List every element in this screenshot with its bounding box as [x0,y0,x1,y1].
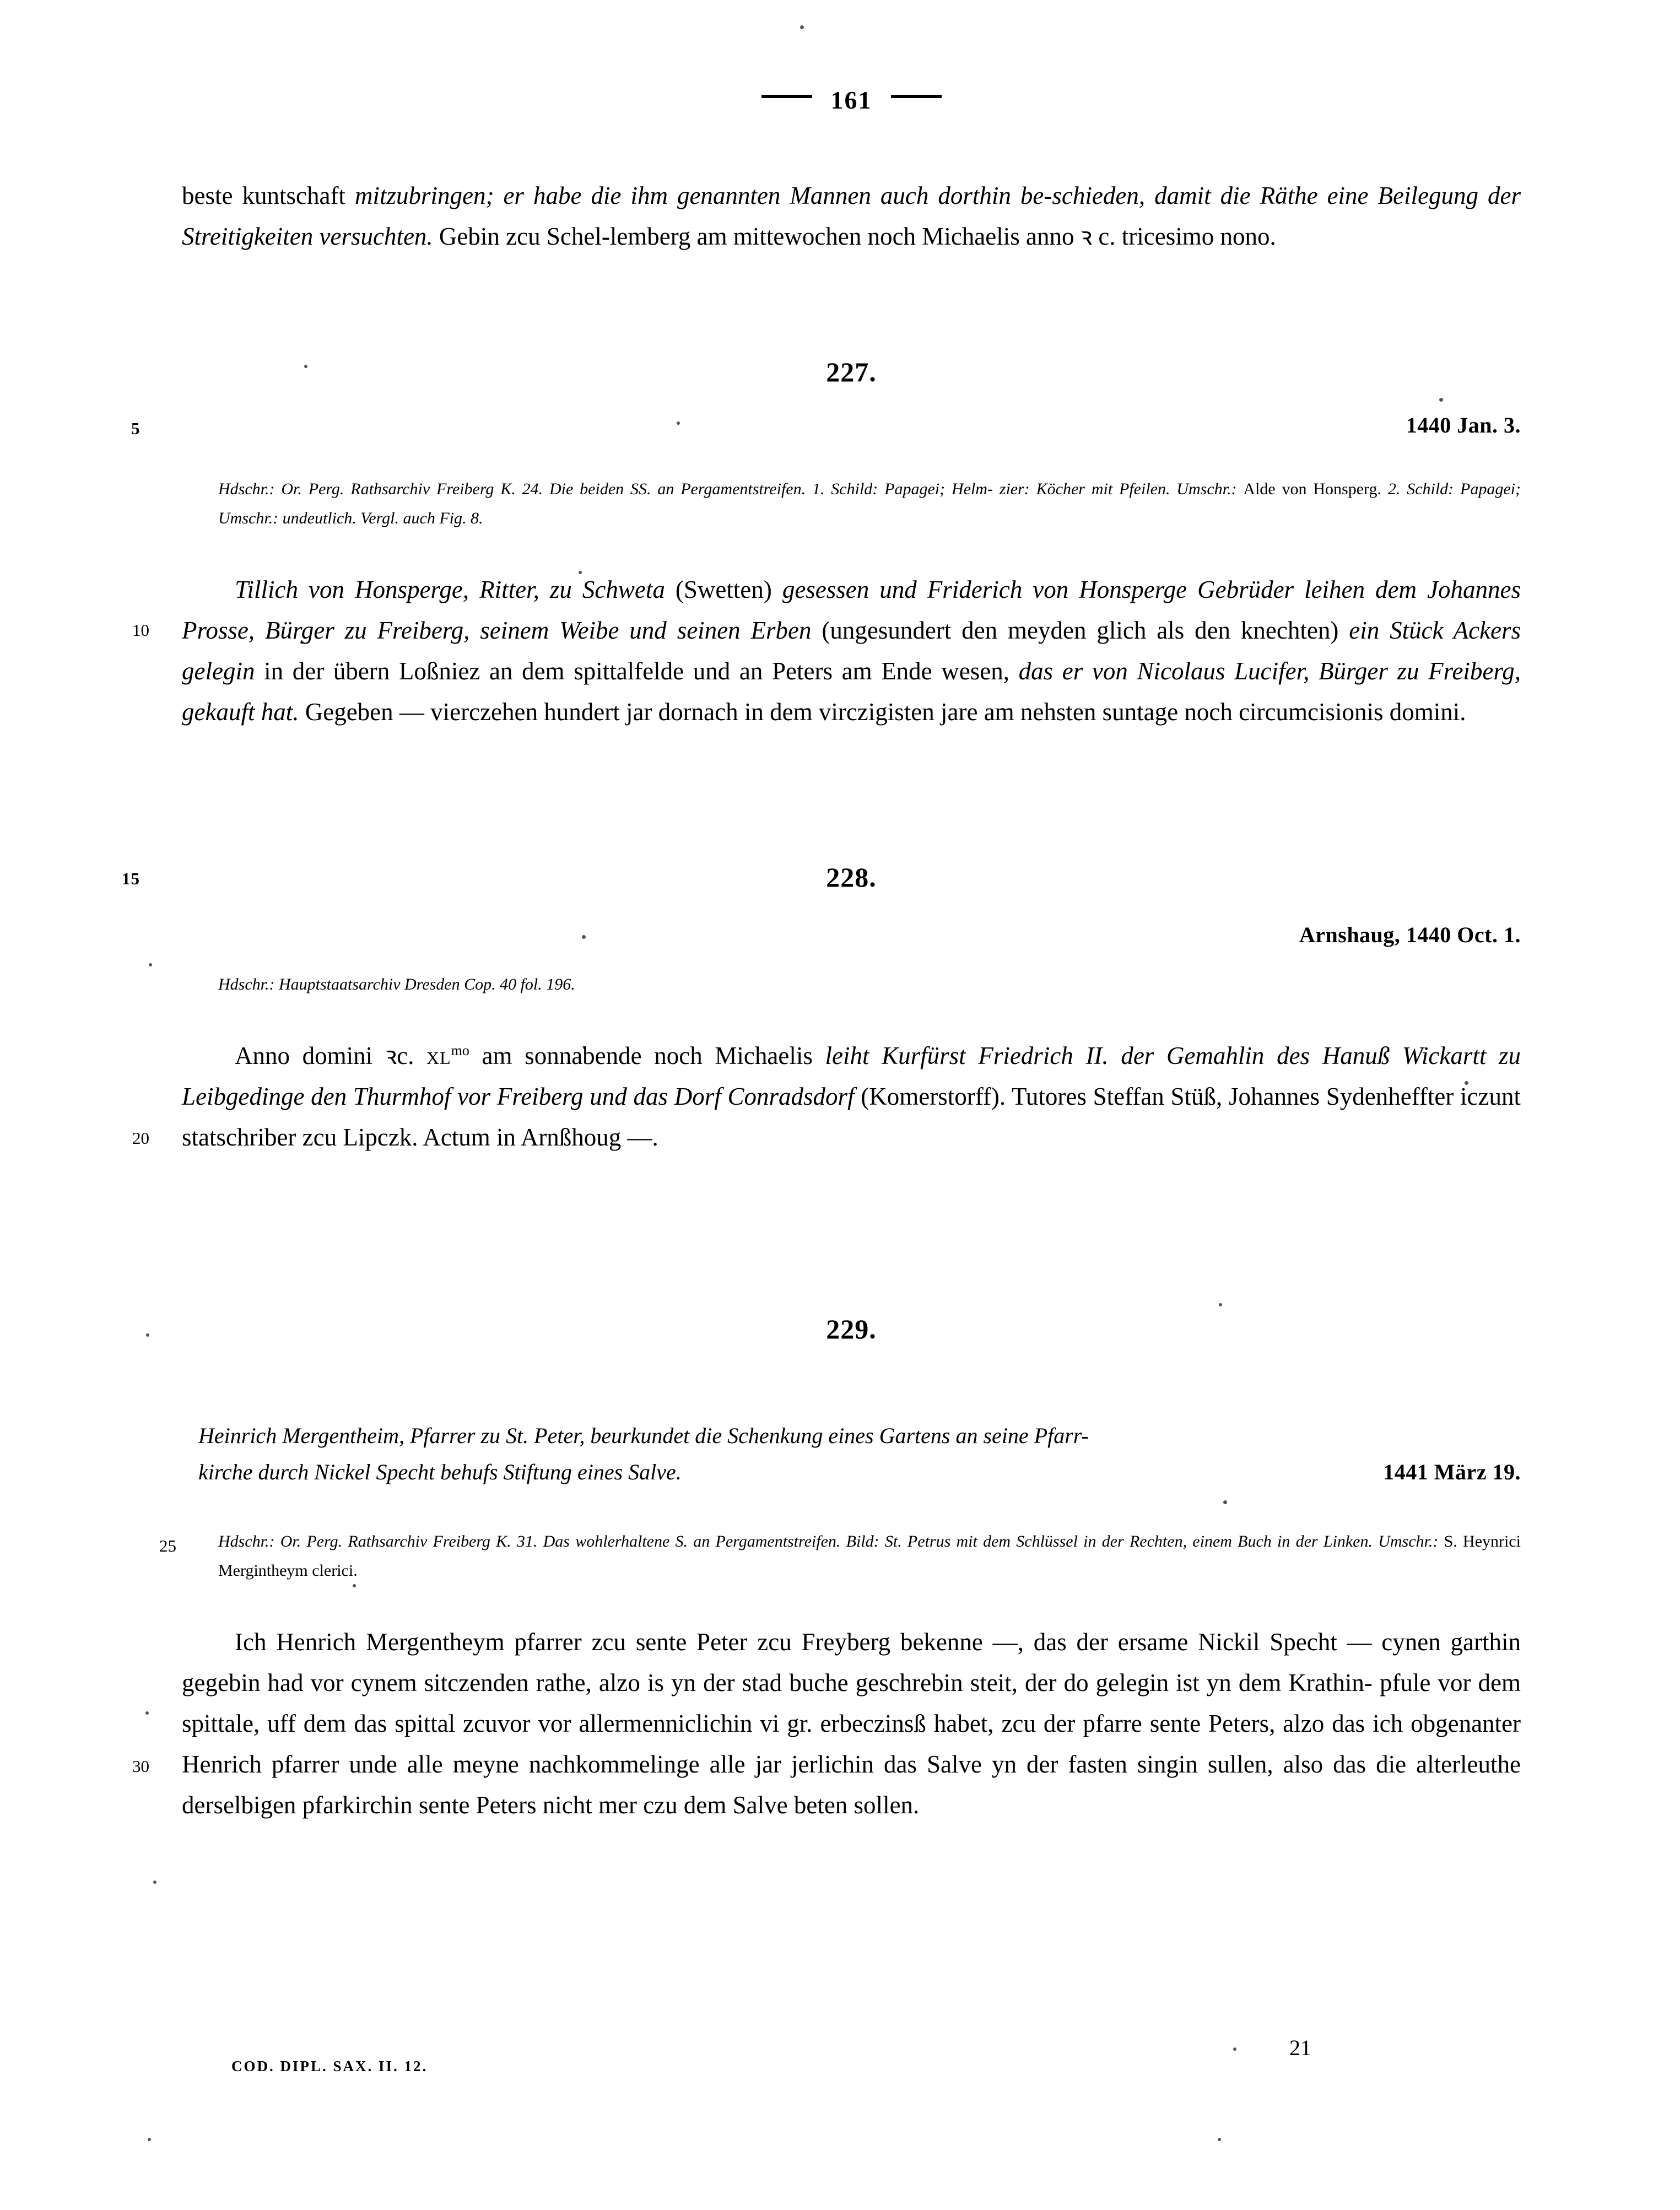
note-label-228: Hdschr.: [218,975,279,993]
note-229-part1: Or. Perg. Rathsarchiv Freiberg K. 31. Das wohlerhaltene S. an Pergamentstreifen. Bild: St. Petrus [280,1532,951,1550]
note-228-source: Hauptstaatsarchiv Dresden Cop. 40 fol. 196. [279,975,575,993]
charter-regest-229 [198,1418,1521,1490]
regest-229-line2: kirche durch Nickel Specht behufs Stiftung eines Salve. [198,1460,682,1484]
body-227-seg4: Honsperge Gebrüder leihen dem Johannes Prosse, Bürger zu Freiberg, seinem Weibe und [182,576,1521,644]
body-228-roman-numeral: xl [426,1042,451,1069]
body-229-line3: rathe, alzo is yn der stad buche geschrebin steit, der do gelegin ist yn dem Krathin- [536,1669,1373,1696]
line-number-20: 20 [132,1128,149,1148]
body-228-seg4: der Gemahlin des Hanuß Wickartt zu Leibgedinge den Thurmhof vor Freiberg und das [182,1042,1521,1110]
body-227-seg6: (ungesundert den meyden glich als den knechten) [822,617,1339,644]
charter-number-228-text: 228. [826,862,877,893]
body-227-seg1: Tillich von Honsperge, Ritter, zu Schweta [235,576,676,603]
line-number-15: 15 [122,869,140,888]
scan-speck [148,2138,151,2141]
scan-speck [146,1333,149,1337]
note-227-part3: auch Fig. 8. [403,509,483,527]
body-227-seg9: das er von [1018,657,1128,685]
note-227-part1: Or. Perg. Rathsarchiv Freiberg K. 24. Die beiden SS. an Pergamentstreifen. 1. Schild: Papagei; Helm- [281,480,993,498]
body-227-seg11: Gegeben — vierczehen hundert jar [299,698,652,726]
charter-body-228 [132,1035,1521,1158]
continued-line1-italic: mitzubringen; er habe die ihm genannten Mannen auch dorthin be- [354,182,1052,209]
footer-page-mark: 21 [1289,2035,1311,2060]
continued-line2-italic: schieden, damit die Räthe eine Beilegung der Streitigkeiten versuchten. [182,182,1521,250]
body-228-seg1: Anno domini ꝛc. [235,1042,427,1069]
note-227-part2a: zier: Köcher mit Pfeilen. Umschr.: [999,480,1244,498]
footer-signature: COD. DIPL. SAX. II. 12. [231,2058,428,2074]
continued-line2-roman: Gebin zcu Schel- [433,223,610,250]
note-227-umschr-a: Alde von Honsperg. [1243,480,1381,498]
body-227-seg8: in der übern Loßniez an dem spittalfelde und an Peters am Ende wesen, [264,657,1019,685]
charter-date-228: Arnshaug, 1440 Oct. 1. [1299,922,1521,947]
body-227-seg2: (Swetten) [675,576,772,603]
body-229-line6: meyne nachkommelinge alle jar jerlichin das Salve yn der fasten singin sullen, also das [452,1750,1366,1778]
continued-line1-roman: beste kuntschaft [182,182,355,209]
charter-number-229: 229. [826,1314,877,1344]
charter-number-227: 227. [826,356,877,387]
body-227-seg3: gesessen und Friderich von [771,576,1069,603]
line-number-25: 25 [159,1536,176,1555]
charter-body-229 [132,1622,1521,1825]
line-number-10: 10 [132,620,149,640]
note-229-part2: mit dem Schlüssel in der Rechten, einem Buch in der Linken. Umschr.: [956,1532,1444,1550]
charter-date-227-text: 1440 Jan. 3. [1406,413,1521,437]
scan-speck [1218,2138,1221,2141]
body-229-line4: pfule vor dem spittale, uff dem das spittal zcuvor vor allermenniclichin vi gr. erbeczinsß [182,1669,1521,1737]
body-229-line7: die alterleuthe derselbigen pfarkirchin sente Peters nicht mer czu dem Salve beten sollen. [182,1750,1521,1819]
body-227-seg5: seinen Erben [677,617,822,644]
charter-number-228 [122,861,1521,893]
scan-speck [153,1881,156,1884]
line-number-30: 30 [132,1757,149,1776]
page-content [122,83,1521,1825]
body-227-seg10: Nicolaus Lucifer, Bürger zu Freiberg, gekauft hat. [182,657,1521,726]
scan-speck [149,963,152,966]
continued-paragraph [182,175,1521,257]
note-229-umschr: S. Heynrici Mergintheym clerici. [218,1532,1521,1580]
body-228-seg6: (Komerstorff). Tutores Steffan Stüß, Johannes Sydenheffter iczunt [861,1083,1521,1110]
body-229-line5: habet, zcu der pfarre sente Peters, alzo das ich obgenanter Henrich pfarrer unde alle [182,1710,1521,1778]
note-label-227: Hdschr.: [218,480,282,498]
body-229-line2: das der ersame Nickil Specht — cynen garthin gegebin had vor cynem sitczenden [182,1628,1521,1696]
body-227-seg7: ein Stück Ackers gelegin [182,617,1521,685]
folio-number: 161 [830,85,872,114]
charter-date-227 [131,412,1521,438]
note-label-229: Hdschr.: [218,1532,280,1550]
body-227-seg12: dornach in dem virczigisten jare am nehsten suntage noch circumcisionis domini. [658,698,1466,726]
folio-header [182,83,1521,121]
scan-speck [1233,2047,1236,2051]
body-228-seg7: statschriber zcu Lipczk. Actum in Arnßhoug —. [182,1123,658,1151]
line-number-5: 5 [131,419,140,438]
scan-speck [800,25,804,29]
charter-body-227 [132,569,1521,732]
archival-note-227 [218,474,1521,533]
scan-speck [145,1711,149,1715]
folio-rule-right [891,95,942,98]
note-227-part2b: 2. Schild: Papagei; Umschr.: undeutlich. Vergl. [218,480,1521,527]
regest-229-line2-row [198,1454,1521,1490]
archival-note-228 [218,970,1521,999]
body-228-seg2: am sonnabende noch Michaelis [469,1042,825,1069]
body-229-line1: Ich Henrich Mergentheym pfarrer zcu sente Peter zcu Freyberg bekenne —, [235,1628,1024,1656]
charter-date-229: 1441 März 19. [1383,1460,1521,1484]
body-228-seg5: Dorf Conradsdorf [674,1083,861,1110]
body-228-ordinal-suffix: mo [451,1042,469,1058]
body-228-seg3: leiht Kurfürst Friedrich II. [825,1042,1109,1069]
archival-note-229 [159,1527,1521,1585]
folio-rule-left [761,95,812,98]
continued-line3-roman: lemberg am mittewochen noch Michaelis anno ꝛ c. tricesimo nono. [609,223,1276,250]
regest-229-line1: Heinrich Mergentheim, Pfarrer zu St. Peter, beurkundet die Schenkung eines Gartens an seine Pfarr- [198,1423,1089,1448]
